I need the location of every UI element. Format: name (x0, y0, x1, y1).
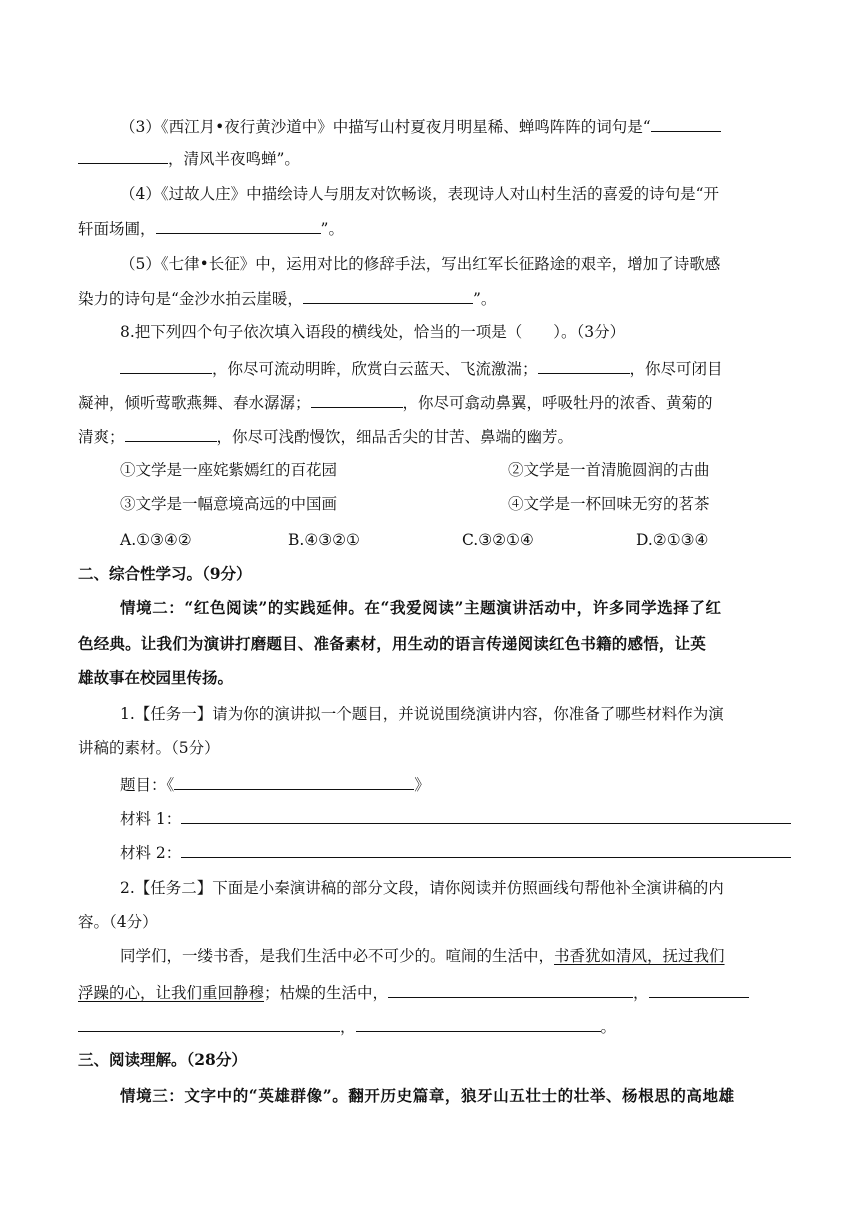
scene-2-line3: 雄故事在校园里传扬。 (78, 668, 234, 687)
q8-text: ，你尽可翕动鼻翼，呼吸牡丹的浓香、黄菊的 (402, 394, 713, 412)
speech-text: 同学们，一缕书香，是我们生活中必不可少的。喧闹的生活中， (120, 947, 555, 965)
q8-passage-line1 (120, 358, 723, 379)
underlined-sentence: 书香犹如清风，抚过我们 (554, 947, 725, 965)
q8-passage-line2 (78, 392, 713, 413)
speech-line2 (78, 982, 749, 1003)
q7-item4-line1 (120, 184, 719, 204)
answer-blank[interactable] (388, 982, 633, 998)
answer-blank[interactable] (311, 392, 403, 408)
answer-blank[interactable] (538, 358, 630, 374)
q7-item3-line2 (78, 148, 300, 169)
title-blank[interactable] (174, 774, 414, 790)
answer-blank[interactable] (156, 218, 321, 234)
answer-blank[interactable] (356, 1016, 601, 1032)
underlined-sentence: 浮躁的心，让我们重回静穆 (78, 984, 265, 1002)
q8-stem-text: 8.把下列四个句子依次填入语段的横线处，恰当的一项是（ ）。（3分） (120, 323, 626, 341)
q8-option-3: ③文学是一幅意境高远的中国画 (120, 495, 338, 513)
title-field-row (120, 774, 430, 795)
q7-item5-text: （5）《七律•长征》中，运用对比的修辞手法，写出红军长征路途的艰辛，增加了诗歌感 (120, 255, 721, 273)
task2-line2: 容。（4分） (78, 913, 158, 931)
scene-2-line2: 色经典。让我们为演讲打磨题目、准备素材，用生动的语言传递阅读红色书籍的感悟，让英 (78, 634, 707, 653)
material2-blank[interactable] (181, 842, 791, 858)
speech-comma: ， (633, 984, 649, 1002)
material2-row (120, 842, 791, 863)
q8-stem (120, 322, 625, 342)
task1-line1: 1.【任务一】请为你的演讲拟一个题目，并说说围绕演讲内容，你准备了哪些材料作为演 (120, 705, 724, 723)
q7-item4-text-c: ”。 (320, 220, 344, 238)
material1-blank[interactable] (181, 808, 791, 824)
q7-item3-text: （3）《西江月•夜行黄沙道中》中描写山村夏夜月明星稀、蝉鸣阵阵的词句是“ (120, 118, 651, 136)
q8-choice-a[interactable]: A.①③④② (120, 531, 192, 549)
speech-line3 (78, 1016, 616, 1037)
speech-text: ；枯燥的生活中， (264, 984, 389, 1002)
q7-item4-line2 (78, 218, 344, 239)
task1-line2: 讲稿的素材。（5分） (78, 739, 220, 757)
answer-blank[interactable] (303, 288, 473, 304)
q7-item5-line2 (78, 288, 496, 309)
q8-text: 凝神，倾听莺歌燕舞、春水潺潺； (78, 394, 311, 412)
q8-passage-line3 (78, 426, 573, 447)
answer-blank[interactable] (649, 982, 749, 998)
q7-item4-text: （4）《过故人庄》中描绘诗人与朋友对饮畅谈，表现诗人对山村生活的喜爱的诗句是“开 (120, 185, 720, 203)
speech-comma: ， (340, 1018, 356, 1036)
q7-item5-text-c: ”。 (472, 290, 497, 308)
answer-blank[interactable] (125, 426, 217, 442)
answer-blank[interactable] (651, 116, 721, 132)
q7-item5-text-b: 染力的诗句是“金沙水拍云崖暖， (78, 290, 303, 308)
q8-option-4: ④文学是一杯回味无穷的茗茶 (508, 495, 710, 513)
material1-row (120, 808, 791, 829)
speech-line1 (120, 946, 725, 966)
title-close: 》 (414, 776, 430, 794)
material2-label: 材料 2： (120, 844, 182, 862)
scene-3-line1: 情境三：文字中的“英雄群像”。翻开历史篇章，狼牙山五壮士的壮举、杨根思的高地雄 (120, 1086, 735, 1105)
answer-blank[interactable] (120, 358, 212, 374)
q8-choice-c[interactable]: C.③②①④ (462, 531, 534, 549)
q8-choice-d[interactable]: D.②①③④ (636, 531, 709, 549)
answer-blank[interactable] (78, 1016, 340, 1032)
q7-item5-line1 (120, 254, 720, 274)
material1-label: 材料 1： (120, 810, 182, 828)
title-label: 题目：《 (120, 776, 175, 794)
q8-option-1: ①文学是一座姹紫嫣红的百花园 (120, 461, 338, 479)
q8-text: ，你尽可闭目 (629, 360, 723, 378)
q8-choice-b[interactable]: B.④③②① (288, 531, 360, 549)
speech-period: 。 (600, 1018, 617, 1036)
q8-text: 清爽； (78, 428, 125, 446)
q7-item3-text-end: ，清风半夜鸣蝉”。 (168, 150, 300, 168)
task2-line1: 2.【任务二】下面是小秦演讲稿的部分文段，请你阅读并仿照画线句帮他补全演讲稿的内 (120, 879, 724, 897)
section-heading-2: 二、综合性学习。（9分） (78, 564, 252, 583)
answer-blank[interactable] (78, 148, 168, 164)
section-heading-3: 三、阅读理解。（28分） (78, 1050, 247, 1069)
q7-item4-text-b: 轩面场圃， (78, 220, 156, 238)
scene-2-line1: 情境二：“红色阅读”的实践延伸。在“我爱阅读”主题演讲活动中，许多同学选择了红 (120, 598, 722, 617)
q7-item3-line1 (120, 116, 721, 137)
q8-option-2: ②文学是一首清脆圆润的古曲 (508, 461, 710, 479)
q8-text: ，你尽可浅酌慢饮，细品舌尖的甘苦、鼻端的幽芳。 (216, 428, 574, 446)
q8-text: ，你尽可流动明眸，欣赏白云蓝天、飞流激湍； (212, 360, 538, 378)
